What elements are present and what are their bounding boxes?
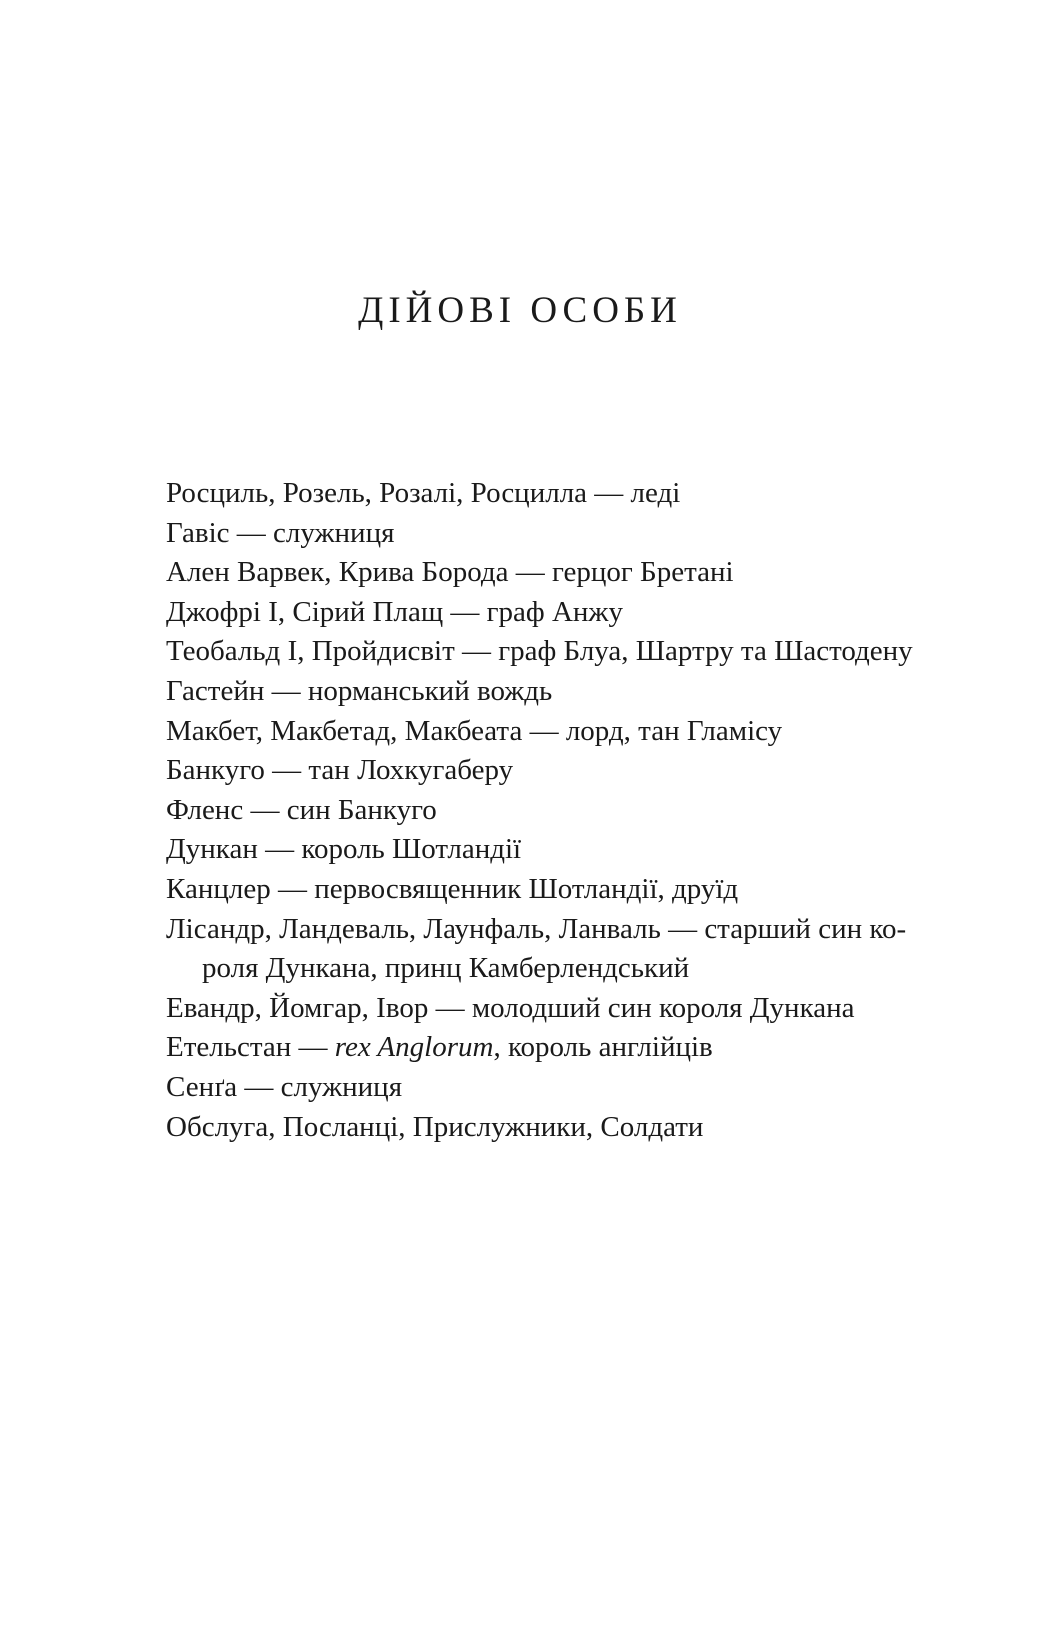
character-name: Етельстан — [166, 1031, 335, 1064]
list-item: Обслуга, Посланці, Прислужники, Солдати [166, 1110, 704, 1143]
list-item: Ален Варвек, Крива Борода — герцог Бретані [166, 556, 734, 589]
character-role: , король англійців [493, 1031, 713, 1064]
list-item: Канцлер — первосвященник Шотландії, друїд [166, 872, 739, 905]
list-item: Банкуго — тан Лохкугаберу [166, 754, 514, 787]
character-list [166, 474, 936, 1147]
list-item: Гавіс — служниця [166, 516, 395, 549]
list-item: Джофрі І, Сірий Плащ — граф Анжу [166, 595, 623, 628]
list-item: Теобальд І, Пройдисвіт — граф Блуа, Шартру та Шастодену [166, 635, 913, 668]
list-item: Фленс — син Банкуго [166, 793, 437, 826]
page-title: ДІЙОВІ ОСОБИ [358, 290, 682, 331]
list-item: Евандр, Йомгар, Івор — молодший син короля Дункана [166, 991, 855, 1024]
list-item: Гастейн — норманський вождь [166, 674, 553, 707]
list-item-continuation: роля Дункана, принц Камберлендський [202, 952, 690, 985]
list-item: Сенґа — служниця [166, 1070, 403, 1103]
list-item: Росциль, Розель, Розалі, Росцилла — леді [166, 477, 681, 509]
list-item-ethelstan [166, 1028, 936, 1068]
latin-title: rex Anglorum [334, 1031, 494, 1064]
list-item: Дункан — король Шотландії [166, 833, 522, 866]
list-item: Макбет, Макбетад, Макбеата — лорд, тан Гламісу [166, 714, 783, 747]
list-item: Лісандр, Ландеваль, Лаунфаль, Ланваль — старший син ко- [166, 912, 907, 945]
